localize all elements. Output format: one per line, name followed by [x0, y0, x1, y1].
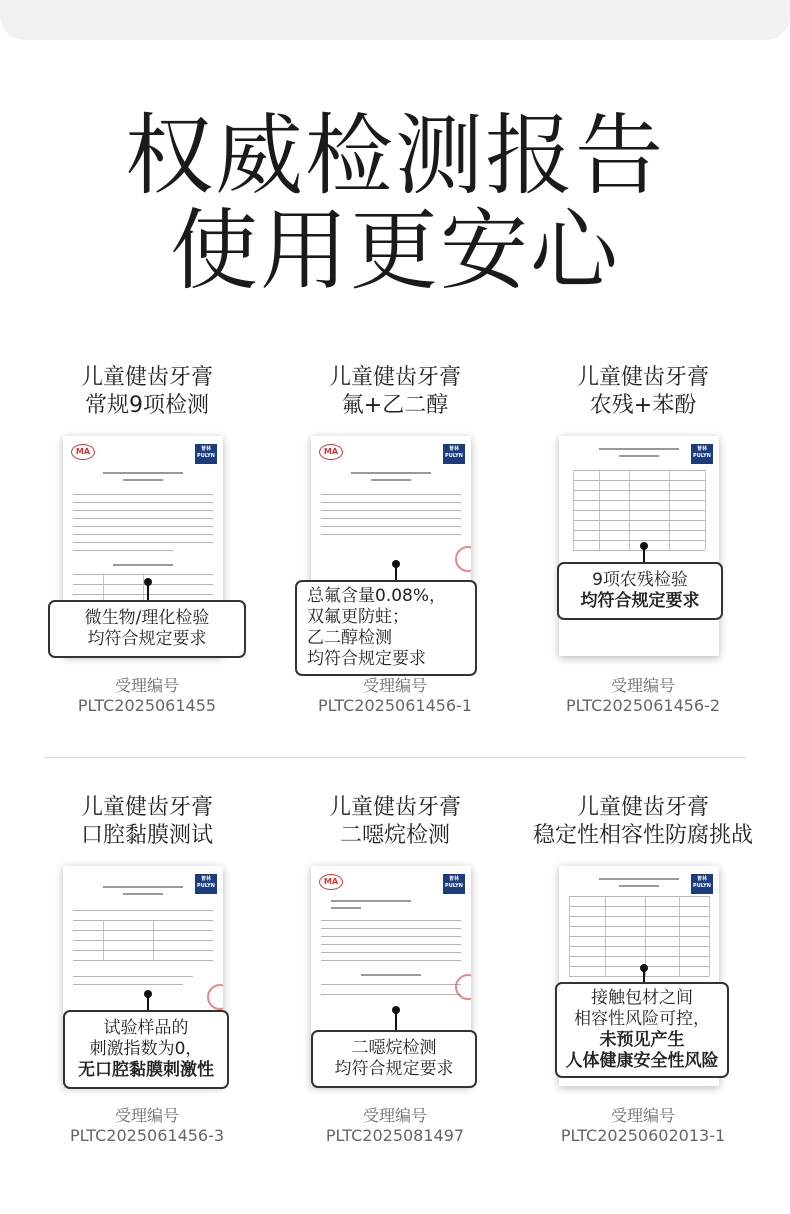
pulyn-logo: 普林 PULYN: [691, 874, 713, 894]
callout-box: 9项农残检验 均符合规定要求: [557, 562, 723, 620]
callout-box: 接触包材之间 相容性风险可控， 未预见产生 人体健康安全性风险: [555, 982, 729, 1078]
card-title-line-2: 二噁烷检测: [339, 823, 450, 848]
accept-number-value: PLTC2025061455: [77, 696, 217, 715]
pulyn-logo: 普林 PULYN: [195, 444, 217, 464]
card-title-line-1: 儿童健齿牙膏: [328, 365, 461, 390]
card-title-line-2: 农残+苯酚: [589, 393, 697, 418]
accept-number-label: 受理编号: [610, 1106, 675, 1125]
section-divider: [44, 757, 746, 758]
pulyn-logo: 普林 PULYN: [443, 874, 465, 894]
pulyn-logo: 普林 PULYN: [443, 444, 465, 464]
report-card-1: [23, 364, 271, 784]
card-title-line-1: 儿童健齿牙膏: [576, 365, 709, 390]
callout-box: 微生物/理化检验 均符合规定要求: [48, 600, 246, 658]
card-title-line-2: 常规9项检测: [85, 393, 209, 418]
card-title-line-1: 儿童健齿牙膏: [328, 795, 461, 820]
callout-box: 二噁烷检测 均符合规定要求: [311, 1030, 477, 1088]
report-card-5: [271, 794, 519, 1214]
callout-box: 总氟含量0.08%， 双氟更防蛀； 乙二醇检测 均符合规定要求: [295, 580, 477, 676]
card-title-line-1: 儿童健齿牙膏: [80, 795, 213, 820]
accept-number-value: PLTC2025061456-1: [317, 696, 473, 715]
headline-line-2: 使用更安心: [169, 199, 620, 302]
card-title-line-1: 儿童健齿牙膏: [80, 365, 213, 390]
accept-number-value: PLTC20250602013-1: [560, 1126, 726, 1145]
report-card-6: [519, 794, 767, 1214]
report-card-2: [271, 364, 519, 784]
report-card-3: [519, 364, 767, 784]
card-title-line-2: 稳定性相容性防腐挑战: [532, 823, 753, 848]
cma-logo: MA: [319, 874, 343, 890]
accept-number-value: PLTC2025081497: [325, 1126, 465, 1145]
report-document-image: [559, 436, 719, 656]
accept-number-label: 受理编号: [362, 1106, 427, 1125]
pulyn-logo: 普林 PULYN: [195, 874, 217, 894]
card-title-line-2: 氟+乙二醇: [341, 393, 449, 418]
top-bar: [0, 0, 790, 40]
accept-number-label: 受理编号: [362, 676, 427, 695]
cma-logo: MA: [71, 444, 95, 460]
accept-number-value: PLTC2025061456-3: [69, 1126, 225, 1145]
accept-number-value: PLTC2025061456-2: [565, 696, 721, 715]
cma-logo: MA: [319, 444, 343, 460]
headline-line-1: 权威检测报告: [124, 104, 665, 207]
accept-number-label: 受理编号: [610, 676, 675, 695]
callout-box: 试验样品的 刺激指数为0， 无口腔黏膜刺激性: [63, 1010, 229, 1089]
report-card-4: [23, 794, 271, 1214]
accept-number-label: 受理编号: [114, 676, 179, 695]
card-title-line-2: 口腔黏膜测试: [80, 823, 213, 848]
card-title-line-1: 儿童健齿牙膏: [576, 795, 709, 820]
pulyn-logo: 普林 PULYN: [691, 444, 713, 464]
accept-number-label: 受理编号: [114, 1106, 179, 1125]
